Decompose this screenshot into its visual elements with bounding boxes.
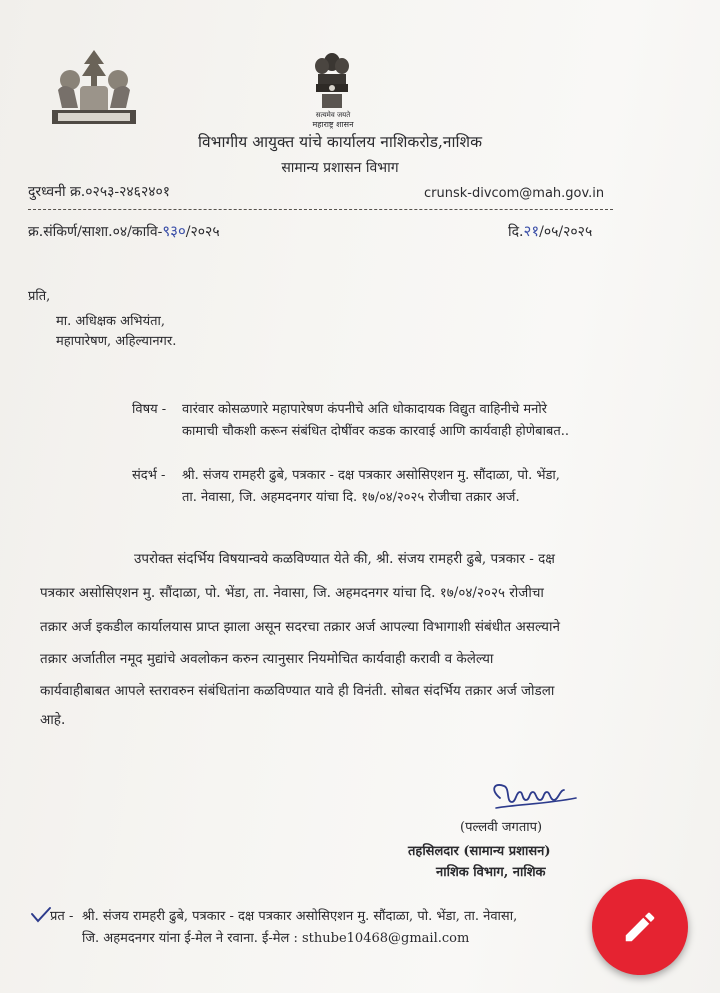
state-label: महाराष्ट्र शासन xyxy=(312,120,354,129)
recipient-line-1: मा. अधिक्षक अभियंता, xyxy=(56,314,166,329)
body-line-2: पत्रकार असोसिएशन मु. सौंदाळा, पो. भेंडा, ता. नेवासा, जि. अहमदनगर यांचा दि. १७/०४/२०२५ रोजीचा xyxy=(40,585,544,601)
divisional-crest-icon xyxy=(44,46,144,134)
reference-line-2: ता. नेवासा, जि. अहमदनगर यांचा दि. १७/०४/२०२५ रोजीचा तक्रार अर्ज. xyxy=(182,490,520,505)
signatory-designation: तहसिलदार (सामान्य प्रशासन) xyxy=(408,844,551,859)
letter-date xyxy=(508,222,592,241)
reference-number xyxy=(28,222,220,241)
subject-line-2: कामाची चौकशी करून संबंधित दोषींवर कडक कारवाई आणि कार्यवाही होणेबाबत.. xyxy=(182,424,570,439)
subject-line-1: वारंवार कोसळणारे महापारेषण कंपनीचे अति धोकादायक विद्युत वाहिनीचे मनोरे xyxy=(182,402,548,417)
signatory-office: नाशिक विभाग, नाशिक xyxy=(436,865,546,880)
reference-number-handwritten: ९३० xyxy=(162,222,186,240)
office-title: विभागीय आयुक्त यांचे कार्यालय नाशिकरोड,नाशिक xyxy=(198,133,482,151)
reference-prefix: क्र.संकिर्ण/साशा.०४/कावि- xyxy=(28,224,163,240)
body-line-1: उपरोक्त संदर्भिय विषयान्वये कळविण्यात येते की, श्री. संजय रामहरी ढुबे, पत्रकार - दक्ष xyxy=(134,551,555,567)
signatory-name: (पल्लवी जगताप) xyxy=(460,820,543,835)
date-prefix: दि. xyxy=(508,224,524,240)
checkmark-icon xyxy=(30,906,52,924)
recipient-line-2: महापारेषण, अहिल्यानगर. xyxy=(56,334,177,349)
subject-label: विषय - xyxy=(132,402,167,417)
body-line-5: कार्यवाहीबाबत आपले स्तरावरुन संबंधितांना कळविण्यात यावे ही विनंती. सोबत संदर्भिय तक्रार अर्ज जोडला xyxy=(40,683,555,699)
reference-line-1: श्री. संजय रामहरी ढुबे, पत्रकार - दक्ष पत्रकार असोसिएशन मु. सौंदाळा, पो. भेंडा, xyxy=(182,468,560,483)
phone-number: दुरध्वनी क्र.०२५३-२४६२४०१ xyxy=(28,184,171,200)
pencil-icon xyxy=(621,908,659,946)
department-name: सामान्य प्रशासन विभाग xyxy=(281,160,399,176)
copy-line-1: श्री. संजय रामहरी ढुबे, पत्रकार - दक्ष पत्रकार असोसिएशन मु. सौंदाळा, पो. भेंडा, ता. नेवासा, xyxy=(82,909,518,924)
body-line-3: तक्रार अर्ज इकडील कार्यालयास प्राप्त झाला असून सदरचा तक्रार अर्ज आपल्या विभागाशी संबंधीत असल्याने xyxy=(40,619,560,635)
header-divider xyxy=(28,209,613,210)
national-emblem-icon xyxy=(312,50,352,112)
copy-label: प्रत - xyxy=(50,909,74,924)
office-email: crunsk-divcom@mah.gov.in xyxy=(424,186,605,201)
signature-scribble xyxy=(486,778,582,818)
edit-button[interactable] xyxy=(592,879,688,975)
emblem-motto: सत्यमेव जयते xyxy=(315,111,351,119)
body-line-6: आहे. xyxy=(40,712,66,728)
recipient-prati: प्रति, xyxy=(28,289,51,304)
date-suffix: /०५/२०२५ xyxy=(539,224,593,240)
body-line-4: तक्रार अर्जातील नमूद मुद्यांचे अवलोकन करुन त्यानुसार नियमोचित कार्यवाही करावी व केलेल्या xyxy=(40,651,494,667)
date-day-handwritten: २१ xyxy=(523,222,540,240)
reference-suffix: /२०२५ xyxy=(185,224,220,240)
copy-line-2: जि. अहमदनगर यांना ई-मेल ने रवाना. ई-मेल : sthube10468@gmail.com xyxy=(82,931,470,946)
reference-label: संदर्भ - xyxy=(132,468,166,483)
